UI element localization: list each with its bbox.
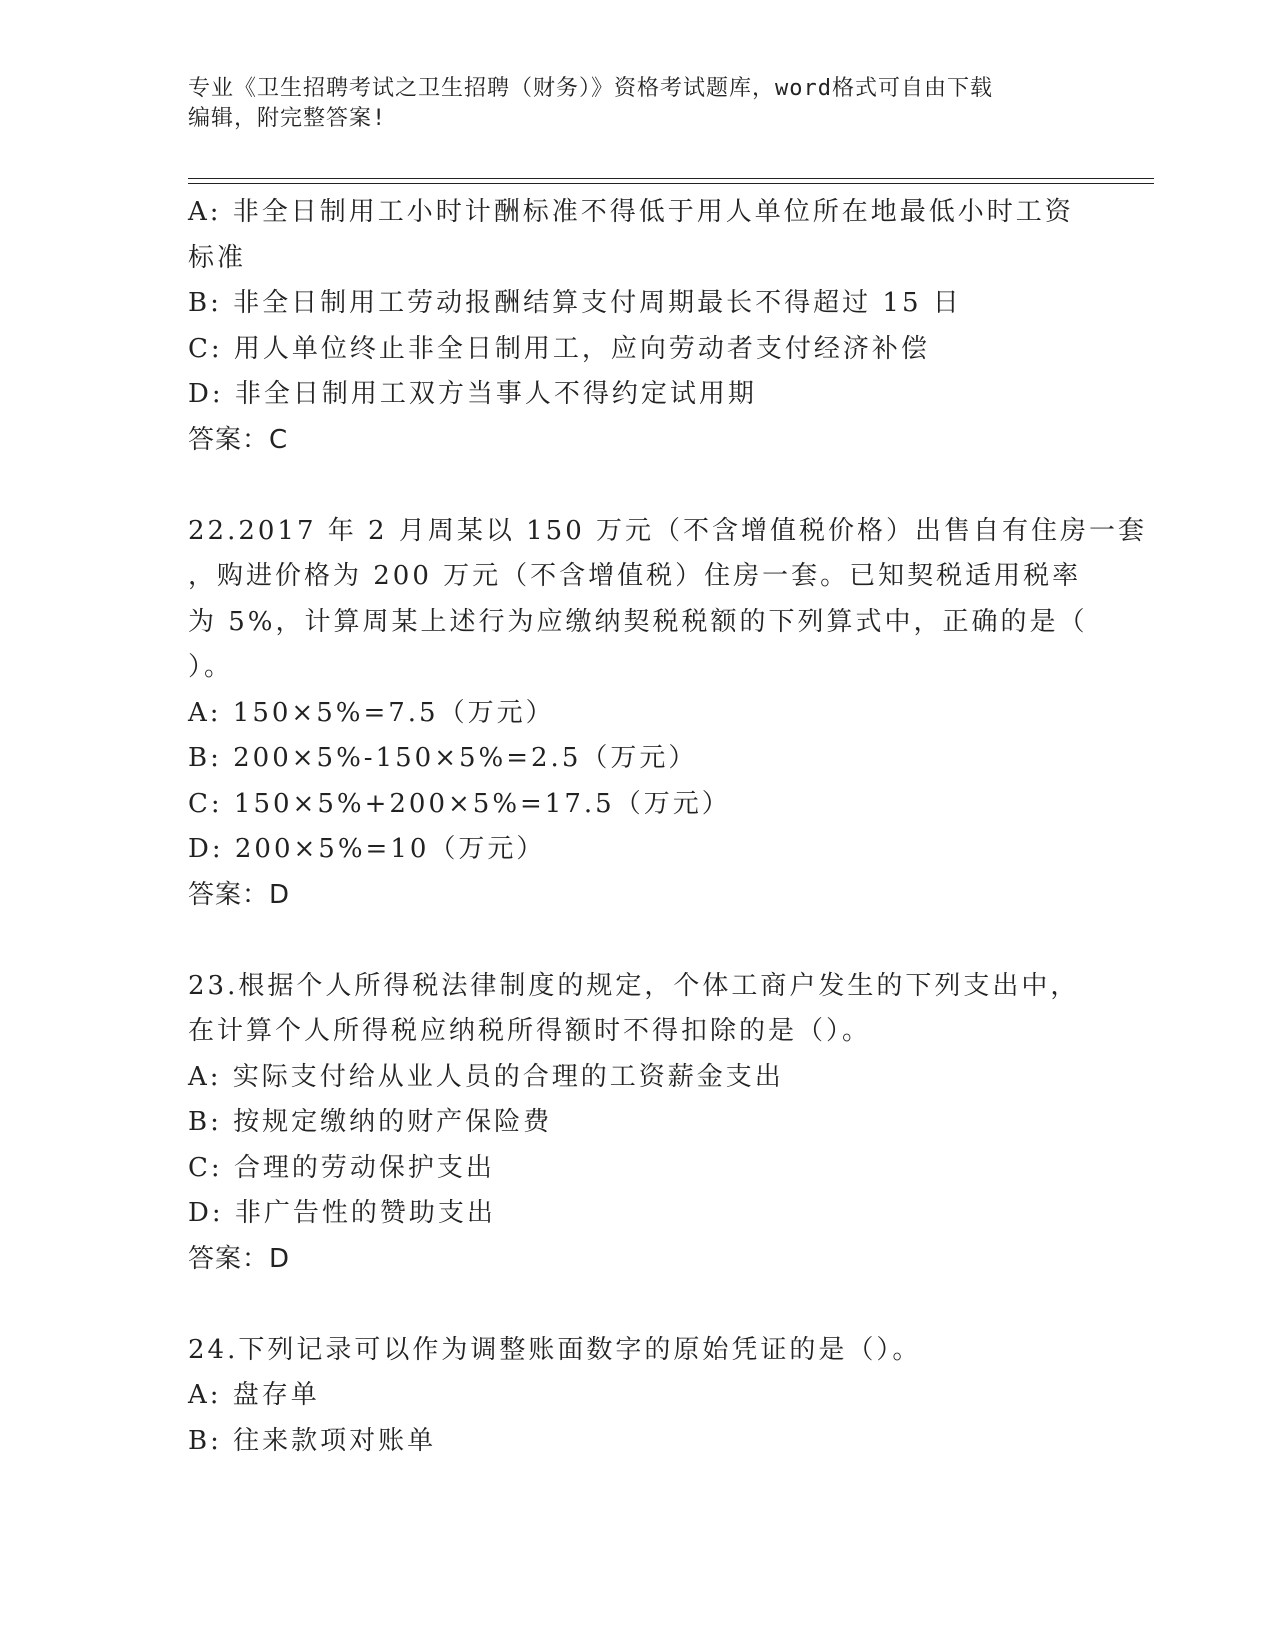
option-a: A: 150×5%=7.5（万元） bbox=[188, 697, 555, 728]
question-stem-line-1: 22.2017 年 2 月周某以 150 万元（不含增值税价格）出售自有住房一套 bbox=[188, 515, 1148, 546]
spacer bbox=[188, 463, 1088, 509]
question-stem-line-4: ）。 bbox=[188, 652, 234, 682]
option-a: A: 盘存单 bbox=[188, 1380, 320, 1410]
question-list bbox=[188, 190, 1148, 1464]
spacer bbox=[188, 918, 1088, 964]
option-b: B: 非全日制用工劳动报酬结算支付周期最长不得超过 15 日 bbox=[188, 288, 962, 318]
option-d: D: 非广告性的赞助支出 bbox=[188, 1198, 496, 1228]
header-rule-bottom bbox=[188, 183, 1154, 184]
option-c: C: 150×5%+200×5%=17.5（万元） bbox=[188, 788, 731, 819]
question-24 bbox=[188, 1328, 1088, 1465]
option-a-line-2: 标准 bbox=[188, 242, 247, 273]
header-line-2: 编辑，附完整答案! bbox=[188, 106, 387, 131]
option-a: A: 实际支付给从业人员的合理的工资薪金支出 bbox=[188, 1061, 784, 1092]
header-rule-top bbox=[188, 178, 1154, 179]
question-stem-line-1: 23.根据个人所得税法律制度的规定，个体工商户发生的下列支出中， bbox=[188, 970, 1080, 1001]
option-b: B: 往来款项对账单 bbox=[188, 1425, 437, 1456]
question-21 bbox=[188, 190, 1088, 463]
question-23 bbox=[188, 964, 1088, 1283]
option-d: D: 非全日制用工双方当事人不得约定试用期 bbox=[188, 379, 757, 409]
document-header bbox=[188, 74, 1088, 134]
question-stem-line-2: 在计算个人所得税应纳税所得额时不得扣除的是（）。 bbox=[188, 1016, 872, 1046]
spacer bbox=[188, 1282, 1088, 1328]
option-a-line-1: A: 非全日制用工小时计酬标准不得低于用人单位所在地最低小时工资 bbox=[188, 197, 1074, 227]
option-b: B: 200×5%-150×5%=2.5（万元） bbox=[188, 743, 698, 773]
question-stem-line-2: ，购进价格为 200 万元（不含增值税）住房一套。已知契税适用税率 bbox=[188, 561, 1082, 591]
option-c: C: 合理的劳动保护支出 bbox=[188, 1152, 495, 1183]
option-b: B: 按规定缴纳的财产保险费 bbox=[188, 1107, 553, 1137]
question-stem-line-3: 为 5%，计算周某上述行为应缴纳契税税额的下列算式中，正确的是（ bbox=[188, 606, 1088, 637]
answer-label: 答案：D bbox=[188, 879, 291, 910]
option-d: D: 200×5%=10（万元） bbox=[188, 834, 546, 864]
question-stem-line-1: 24.下列记录可以作为调整账面数字的原始凭证的是（）。 bbox=[188, 1334, 922, 1365]
option-c: C: 用人单位终止非全日制用工，应向劳动者支付经济补偿 bbox=[188, 333, 930, 364]
answer-label: 答案：C bbox=[188, 424, 289, 455]
question-22 bbox=[188, 509, 1148, 919]
answer-label: 答案：D bbox=[188, 1243, 291, 1274]
header-line-1: 专业《卫生招聘考试之卫生招聘（财务）》资格考试题库，word格式可自由下载 bbox=[188, 76, 993, 101]
